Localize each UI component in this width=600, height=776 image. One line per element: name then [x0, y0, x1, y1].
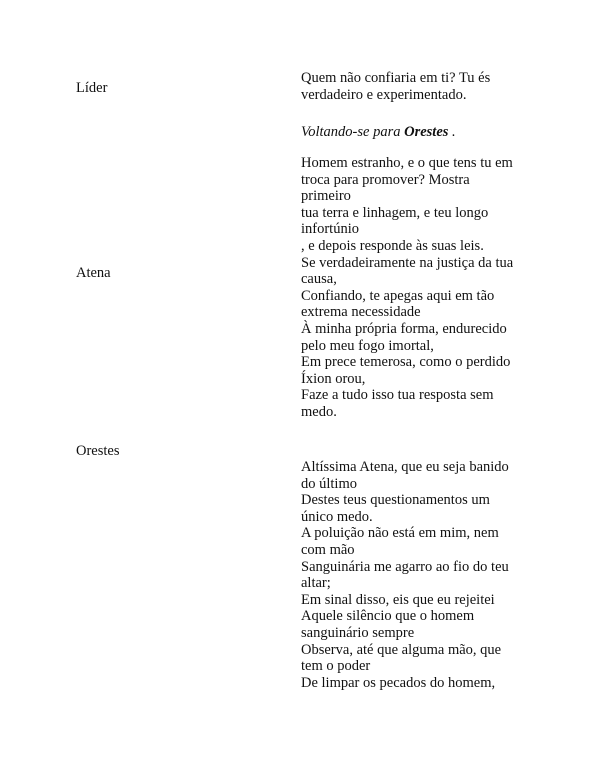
stage-direction — [301, 124, 533, 141]
stage-direction-text: Voltando-se para — [301, 124, 405, 140]
speech-line: medo. — [301, 403, 337, 420]
speech-line: verdadeiro e experimentado. — [301, 86, 467, 103]
speech-line: De limpar os pecados do homem, — [301, 674, 496, 691]
speech-line: Destes teus questionamentos um — [301, 492, 490, 509]
speech-line: extrema necessidade — [301, 304, 421, 321]
speech-line: com mão — [301, 541, 355, 558]
stage-direction-name: Orestes — [404, 124, 449, 140]
speech-line: Em prece temerosa, como o perdido — [301, 354, 511, 371]
speech-line: Quem não confiaria em ti? Tu és — [301, 70, 491, 86]
speech-line: Faze a tudo isso tua resposta sem — [301, 387, 494, 404]
stage-direction-end: . — [448, 124, 456, 140]
speech-line: Altíssima Atena, que eu seja banido — [301, 459, 509, 475]
speech-line: troca para promover? Mostra — [301, 171, 470, 188]
speech-line: do último — [301, 475, 357, 492]
speech-line: , e depois responde às suas leis. — [301, 237, 484, 254]
speech-line: tem o poder — [301, 658, 371, 675]
speech-line: altar; — [301, 575, 331, 592]
speech-line: Aquele silêncio que o homem — [301, 608, 475, 625]
speech-line: pelo meu fogo imortal, — [301, 337, 434, 354]
speech-line: Íxion orou, — [301, 370, 366, 387]
speech-line: Observa, até que alguma mão, que — [301, 641, 502, 658]
speech-atena — [301, 155, 533, 421]
speech-orestes — [301, 459, 533, 691]
speech-line: Sanguinária me agarro ao fio do teu — [301, 558, 509, 575]
speech-line: Homem estranho, e o que tens tu em — [301, 155, 513, 171]
speech-line: tua terra e linhagem, e teu longo — [301, 204, 489, 221]
speech-line: único medo. — [301, 508, 373, 525]
speaker-lider: Líder — [76, 80, 108, 96]
speaker-orestes: Orestes — [76, 443, 120, 459]
speech-line: A poluição não está em mim, nem — [301, 525, 499, 542]
speech-lider — [301, 70, 533, 103]
speech-line: sanguinário sempre — [301, 624, 415, 641]
speaker-atena: Atena — [76, 265, 111, 281]
speech-line: infortúnio — [301, 221, 359, 238]
speech-line: Em sinal disso, eis que eu rejeitei — [301, 591, 495, 608]
speech-line: Se verdadeiramente na justiça da tua — [301, 254, 514, 271]
speech-line: causa, — [301, 271, 337, 288]
speech-line: Confiando, te apegas aqui em tão — [301, 287, 495, 304]
speech-line: À minha própria forma, endurecido — [301, 320, 507, 337]
speech-line: primeiro — [301, 188, 351, 205]
